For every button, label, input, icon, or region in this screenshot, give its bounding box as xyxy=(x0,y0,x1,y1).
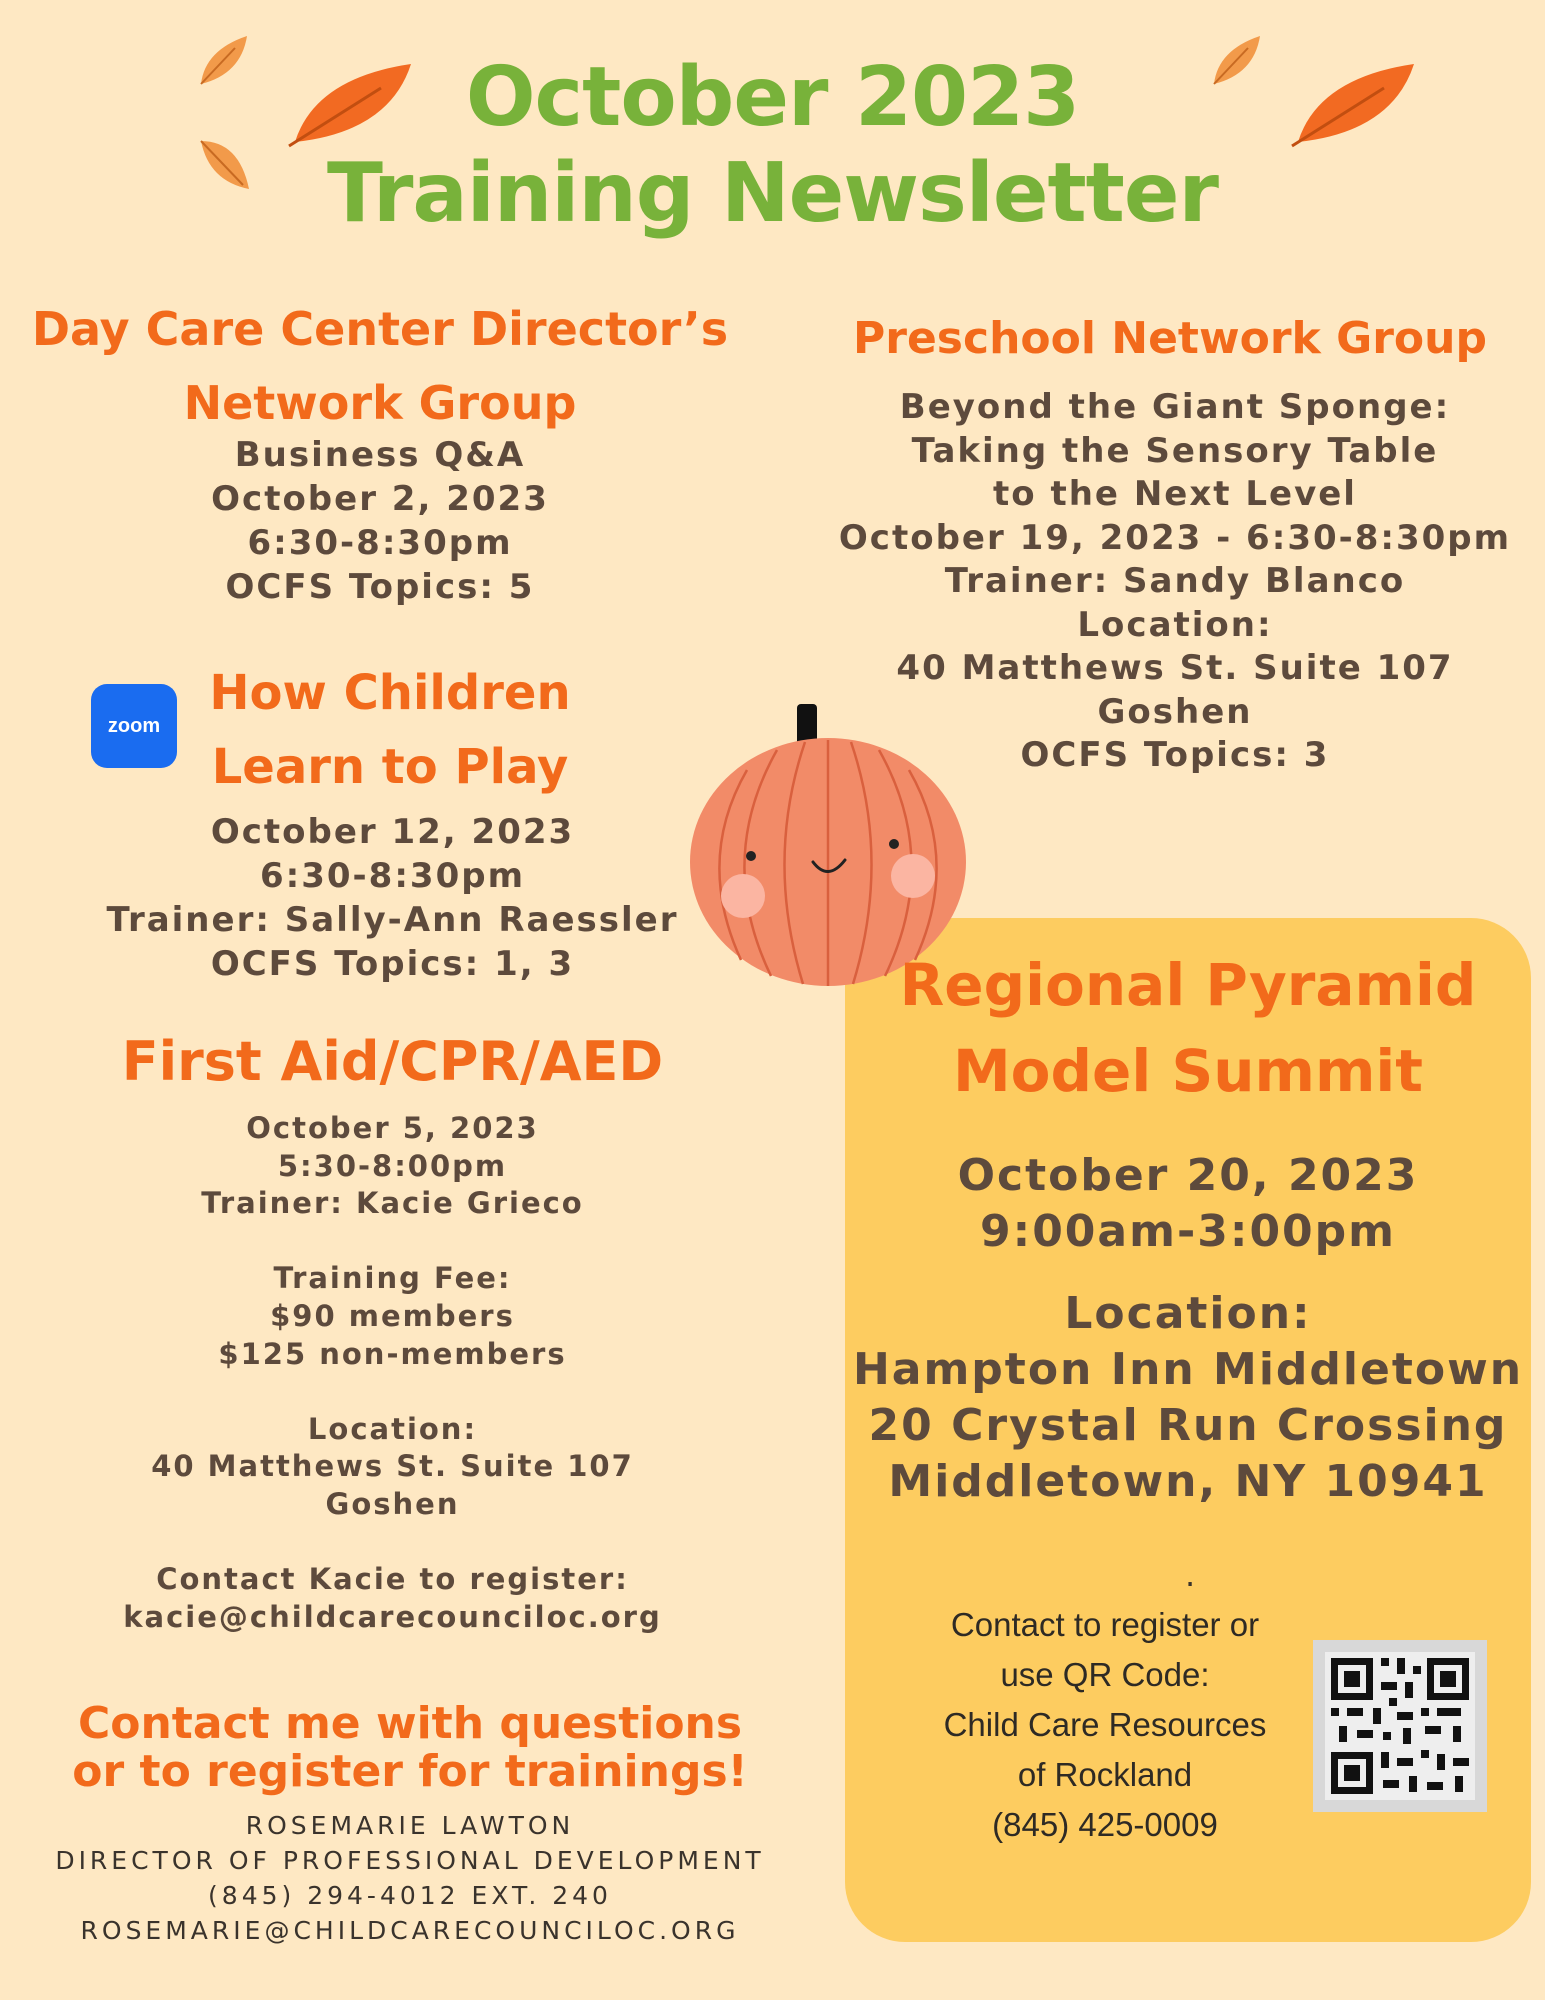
detail-line: Goshen xyxy=(1097,691,1253,732)
detail-line: October 19, 2023 - 6:30-8:30pm xyxy=(838,517,1512,558)
summit-heading-line-2: Model Summit xyxy=(952,1037,1424,1105)
director-group-details xyxy=(20,433,740,609)
detail-line: Trainer: Sally-Ann Raessler xyxy=(106,900,679,940)
footer-title: DIRECTOR OF PROFESSIONAL DEVELOPMENT xyxy=(55,1846,765,1875)
detail-line: Contact Kacie to register: xyxy=(156,1562,629,1597)
title-line-1: October 2023 xyxy=(465,50,1080,145)
detail-line: OCFS Topics: 3 xyxy=(1020,735,1330,775)
summit-dot: . xyxy=(1185,1556,1196,1594)
detail-line: 40 Matthews St. Suite 107 xyxy=(896,648,1454,688)
detail-line xyxy=(20,1373,765,1411)
detail-line: Training Fee: xyxy=(273,1261,512,1296)
detail-line: October 2, 2023 xyxy=(211,479,549,519)
detail-line: 5:30-8:00pm xyxy=(277,1148,508,1183)
qr-code-graphic xyxy=(1313,1640,1487,1812)
summit-time: 9:00am-3:00pm xyxy=(979,1206,1397,1257)
detail-line: Goshen xyxy=(325,1486,460,1521)
detail-line xyxy=(20,1524,765,1562)
title-line-2: Training Newsletter xyxy=(327,146,1218,241)
first-aid-heading: First Aid/CPR/AED xyxy=(121,1030,664,1093)
detail-line: Beyond the Giant Sponge: xyxy=(899,387,1451,427)
footer-email: ROSEMARIE@CHILDCARECOUNCILOC.ORG xyxy=(80,1916,740,1945)
preschool-heading: Preschool Network Group xyxy=(853,313,1487,364)
detail-line: to the Next Level xyxy=(993,474,1357,514)
detail-line: 6:30-8:30pm xyxy=(259,856,525,896)
footer-contact xyxy=(0,1808,820,1948)
detail-line: OCFS Topics: 1, 3 xyxy=(210,944,575,984)
summit-datetime xyxy=(845,1148,1531,1260)
how-children-heading-line-2: Learn to Play xyxy=(211,739,569,795)
detail-line: Trainer: Kacie Grieco xyxy=(201,1186,584,1221)
director-heading-line-2: Network Group xyxy=(183,376,577,430)
detail-line: Location: xyxy=(307,1411,478,1446)
summit-contact-line: of Rockland xyxy=(1017,1756,1193,1793)
detail-line: October 5, 2023 xyxy=(246,1111,539,1145)
footer-name: ROSEMARIE LAWTON xyxy=(245,1811,575,1840)
summit-contact-line: Contact to register or xyxy=(950,1606,1260,1643)
how-children-heading xyxy=(190,656,590,804)
summit-address-line: Middletown, NY 10941 xyxy=(888,1456,1488,1507)
footer-phone: (845) 294-4012 EXT. 240 xyxy=(208,1881,612,1910)
summit-location-label: Location: xyxy=(1064,1288,1312,1339)
summit-contact xyxy=(900,1600,1310,1850)
detail-line: 40 Matthews St. Suite 107 xyxy=(151,1449,634,1484)
how-children-details xyxy=(20,810,765,986)
summit-address-line: Hampton Inn Middletown xyxy=(852,1344,1524,1395)
contact-me-line-1: Contact me with questions xyxy=(77,1698,743,1749)
detail-line: $125 non-members xyxy=(218,1336,567,1371)
detail-line: October 12, 2023 xyxy=(210,812,575,852)
detail-line: OCFS Topics: 5 xyxy=(225,567,535,607)
how-children-heading-line-1: How Children xyxy=(209,665,571,721)
detail-line: Taking the Sensory Table xyxy=(911,430,1439,471)
detail-line xyxy=(20,1223,765,1261)
summit-location xyxy=(845,1286,1531,1510)
detail-line: kacie@childcarecounciloc.org xyxy=(123,1599,662,1634)
detail-line: Location: xyxy=(1077,604,1273,645)
detail-line: Business Q&A xyxy=(234,435,526,475)
summit-date: October 20, 2023 xyxy=(957,1150,1419,1201)
qr-code[interactable] xyxy=(1313,1640,1487,1812)
summit-contact-line: Child Care Resources xyxy=(943,1706,1267,1743)
summit-heading-line-1: Regional Pyramid xyxy=(899,951,1477,1019)
summit-contact-line: use QR Code: xyxy=(1000,1656,1210,1693)
detail-line: $90 members xyxy=(270,1298,515,1333)
zoom-label: zoom xyxy=(107,714,161,737)
detail-line: 6:30-8:30pm xyxy=(247,523,513,563)
page-title xyxy=(0,50,1545,242)
director-group-heading xyxy=(20,292,740,440)
first-aid-details xyxy=(20,1110,765,1636)
summit-contact-line: (845) 425-0009 xyxy=(992,1806,1218,1843)
contact-me-line-2: or to register for trainings! xyxy=(72,1746,748,1797)
contact-me-heading xyxy=(20,1700,800,1796)
zoom-icon xyxy=(91,684,177,768)
summit-heading xyxy=(845,942,1531,1114)
summit-address-line: 20 Crystal Run Crossing xyxy=(868,1400,1508,1451)
director-heading-line-1: Day Care Center Director’s xyxy=(31,302,729,356)
detail-line: Trainer: Sandy Blanco xyxy=(944,561,1406,601)
